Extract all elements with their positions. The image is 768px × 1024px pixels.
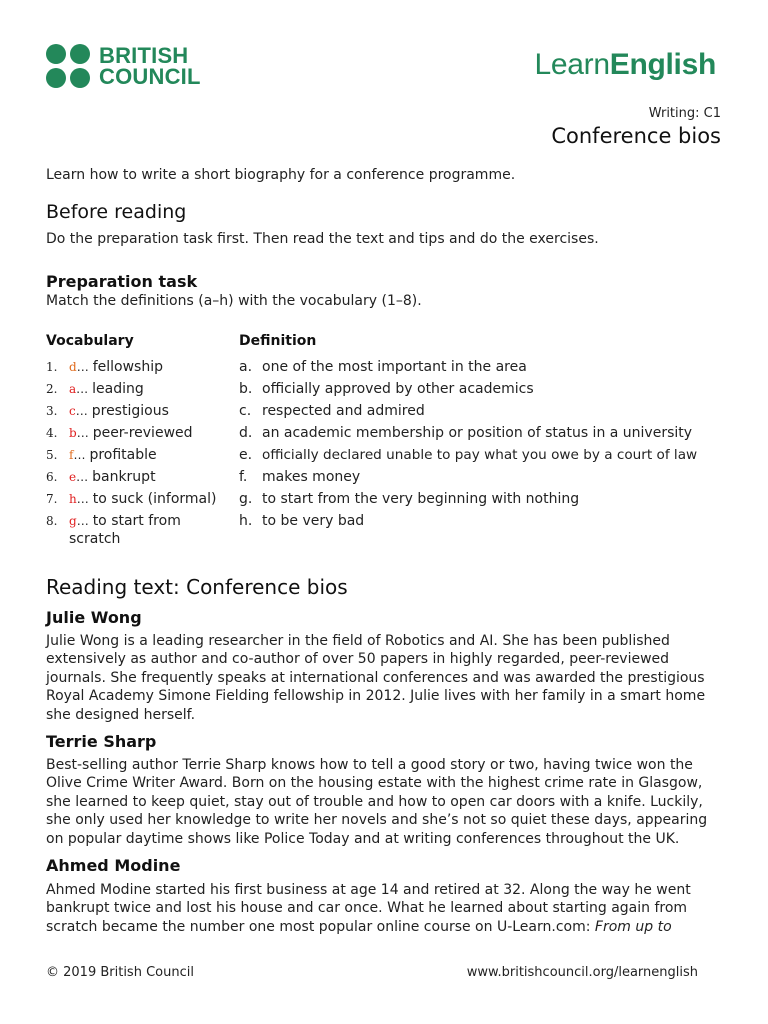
bio-text-ahmed-italic: From up to (594, 918, 672, 935)
vocab-term: to start from scratch (69, 513, 181, 547)
before-reading-text: Do the preparation task first. Then read the text and tips and do the exercises. (46, 231, 599, 247)
definition-column-header: Definition (239, 333, 317, 349)
vocab-term: fellowship (92, 359, 163, 375)
bio-text-terrie: Best-selling author Terrie Sharp knows how to tell a good story or two, having twice won the Olive Crime Writer Award. Born on the housing estate with the highest crime rate in Glasgow, she learned to keep quiet, stay out of trouble and how to open car doors with a knife. Luckily, she only used her knowledge to write her novels and she’s not so quiet these days, appearing on popular daytime shows like Police Today and at writing conferences throughout the UK. (46, 757, 708, 847)
definition-letter: a. (239, 359, 253, 375)
before-reading-heading: Before reading (46, 201, 187, 223)
definition-item (239, 510, 739, 532)
vocab-answer: c (69, 404, 76, 418)
brand-light: Learn (534, 48, 610, 81)
vocab-number: 5. (46, 448, 58, 462)
definition-letter: c. (239, 403, 252, 419)
vocab-number: 7. (46, 492, 58, 506)
definition-text: makes money (262, 469, 361, 485)
brand-bold: English (609, 48, 716, 81)
vocab-term: prestigious (91, 403, 169, 419)
answer-dots: … (76, 360, 89, 374)
definitions-list (239, 356, 739, 532)
answer-dots: … (73, 448, 86, 462)
vocab-term: bankrupt (92, 469, 156, 485)
vocab-answer: a (69, 382, 77, 396)
vocab-number: 6. (46, 470, 58, 484)
vocab-term: to suck (informal) (92, 491, 217, 507)
definition-item (239, 466, 739, 488)
learnenglish-logo (535, 48, 716, 82)
logo-dots-icon (46, 44, 90, 88)
vocab-number: 1. (46, 360, 58, 374)
answer-dots: … (76, 426, 89, 440)
definition-letter: f. (239, 469, 248, 485)
bio-name-terrie: Terrie Sharp (46, 732, 157, 751)
vocabulary-list (46, 356, 236, 550)
vocab-number: 8. (46, 514, 58, 528)
bio-text-ahmed-main: Ahmed Modine started his first business at age 14 and retired at 32. Along the way he went bankrupt twice and lost his house and car once. What he learned about starting again from scratch became the number one most popular online course on U-Learn.com: (46, 882, 691, 935)
answer-dots: … (76, 492, 89, 506)
vocab-term: leading (92, 381, 144, 397)
vocab-item (46, 422, 236, 444)
definition-text: respected and admired (262, 403, 425, 419)
vocab-term: profitable (89, 447, 157, 463)
definition-letter: d. (239, 425, 253, 441)
vocab-term: peer-reviewed (92, 425, 193, 441)
answer-dots: … (76, 382, 89, 396)
definition-text: to start from the very beginning with nothing (262, 491, 580, 507)
answer-dots: … (75, 404, 88, 418)
definition-letter: e. (239, 447, 253, 463)
vocab-answer: g (69, 514, 77, 528)
vocab-item (46, 444, 236, 466)
definition-item (239, 444, 739, 466)
footer-copyright: © 2019 British Council (46, 965, 194, 980)
vocab-answer: e (69, 470, 77, 484)
definition-text: officially declared unable to pay what you owe by a court of law (262, 447, 698, 463)
document-title: Conference bios (551, 124, 721, 148)
vocab-item (46, 510, 236, 550)
vocab-answer: b (69, 426, 77, 440)
answer-dots: … (76, 470, 89, 484)
bio-text-ahmed (46, 881, 726, 936)
preparation-instruction: Match the definitions (a–h) with the vocabulary (1–8). (46, 293, 422, 309)
vocab-answer: h (69, 492, 77, 506)
vocab-item (46, 356, 236, 378)
definition-text: to be very bad (262, 513, 365, 529)
definition-item (239, 488, 739, 510)
logo-wordmark (99, 45, 201, 87)
definition-letter: b. (239, 381, 253, 397)
intro-text: Learn how to write a short biography for a conference programme. (46, 167, 516, 183)
footer-url-link[interactable]: www.britishcouncil.org/learnenglish (466, 965, 698, 980)
vocab-item (46, 466, 236, 488)
reading-heading: Reading text: Conference bios (46, 575, 348, 599)
bio-name-julie: Julie Wong (46, 608, 142, 627)
preparation-heading: Preparation task (46, 272, 198, 291)
vocab-number: 3. (46, 404, 58, 418)
definition-item (239, 422, 739, 444)
vocab-item (46, 400, 236, 422)
definition-text: one of the most important in the area (262, 359, 527, 375)
vocab-answer: f (69, 448, 74, 462)
vocab-item (46, 488, 236, 510)
definition-item (239, 400, 739, 422)
definition-item (239, 378, 739, 400)
vocab-number: 2. (46, 382, 58, 396)
logo-line-2: COUNCIL (99, 64, 201, 89)
definition-letter: g. (239, 491, 253, 507)
vocab-item (46, 378, 236, 400)
definition-text: an academic membership or position of status in a university (262, 425, 693, 441)
definition-letter: h. (239, 513, 253, 529)
bio-name-ahmed: Ahmed Modine (46, 856, 181, 875)
vocab-number: 4. (46, 426, 58, 440)
level-label: Writing: C1 (648, 106, 721, 121)
answer-dots: … (76, 514, 89, 528)
logo-line-1: BRITISH (99, 43, 189, 68)
british-council-logo (46, 44, 201, 88)
definition-text: officially approved by other academics (262, 381, 534, 397)
definition-item (239, 356, 739, 378)
bio-text-julie: Julie Wong is a leading researcher in the field of Robotics and AI. She has been published extensively as author and co-author of over 50 papers in highly regarded, peer-reviewed journals. She frequently speaks at international conferences and was awarded the prestigious Royal Academy Simone Fielding fellowship in 2012. Julie lives with her family in a smart home she designed herself. (46, 633, 706, 723)
vocab-answer: d (69, 360, 77, 374)
vocabulary-column-header: Vocabulary (46, 333, 134, 349)
